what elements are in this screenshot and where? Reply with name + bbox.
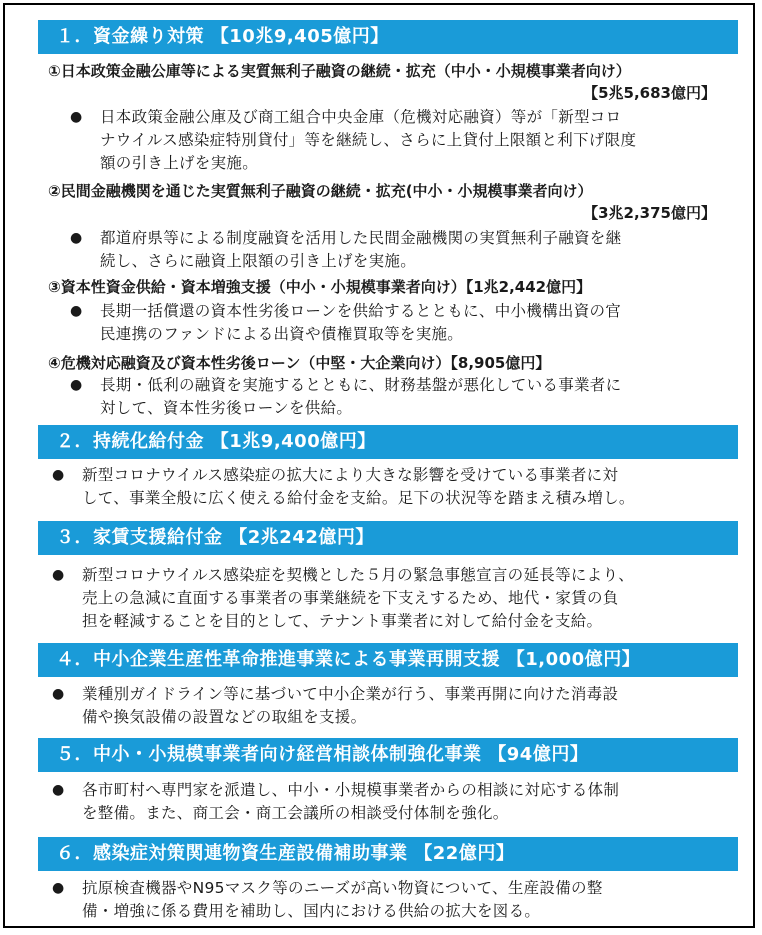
bullet-dot: ●: [70, 109, 83, 125]
bullet-dot: ●: [70, 230, 83, 246]
bullet-dot: ●: [52, 782, 65, 798]
bullet-text: 新型コロナウイルス感染症を契機とした５月の緊急事態宣言の延長等により、 売上の急減に直面する事業者の事業継続を下支えするため、地代・家賃の負 担を軽減することを目的として、テナント事業者に対して給付金を支給。: [82, 566, 635, 630]
bullet-text: 都道府県等による制度融資を活用した民間金融機関の実質無利子融資を継 続し、さらに融資上限額の引き上げを実施。: [100, 229, 622, 270]
bullet-3: [52, 564, 732, 633]
bullet-2: [52, 464, 732, 510]
item-amount-1-2: 【3兆2,375億円】: [583, 204, 716, 222]
section-heading-3: ３．家賃支援給付金 【2兆242億円】: [38, 521, 738, 555]
bullet-text: 長期・低利の融資を実施するとともに、財務基盤が悪化している事業者に 対して、資本性劣後ローンを供給。: [100, 376, 622, 417]
bullet-dot: ●: [52, 567, 65, 583]
bullet-1-1: [70, 106, 720, 175]
item-title-1-1: ①日本政策金融公庫等による実質無利子融資の継続・拡充（中小・小規模事業者向け）: [48, 62, 631, 80]
bullet-dot: ●: [52, 880, 65, 896]
item-amount-1-1: 【5兆5,683億円】: [583, 84, 716, 102]
bullet-dot: ●: [70, 303, 83, 319]
bullet-dot: ●: [70, 377, 83, 393]
bullet-dot: ●: [52, 467, 65, 483]
bullet-text: 長期一括償還の資本性劣後ローンを供給するとともに、中小機構出資の官 民連携のファンドによる出資や債権買取等を実施。: [100, 302, 622, 343]
bullet-1-3: [70, 300, 720, 346]
bullet-4: [52, 683, 732, 729]
bullet-5: [52, 779, 732, 825]
item-title-1-4: ④危機対応融資及び資本性劣後ローン（中堅・大企業向け）【8,905億円】: [48, 354, 551, 372]
bullet-1-2: [70, 227, 720, 273]
bullet-text: 新型コロナウイルス感染症の拡大により大きな影響を受けている事業者に対 して、事業全般に広く使える給付金を支給。足下の状況等を踏まえ積み増し。: [82, 466, 635, 507]
section-heading-6: ６．感染症対策関連物資生産設備補助事業 【22億円】: [38, 837, 738, 871]
bullet-text: 抗原検査機器やN95マスク等のニーズが高い物資について、生産設備の整 備・増強に係る費用を補助し、国内における供給の拡大を図る。: [82, 879, 603, 920]
bullet-1-4: [70, 374, 720, 420]
section-heading-1: １．資金繰り対策 【10兆9,405億円】: [38, 20, 738, 54]
bullet-text: 日本政策金融公庫及び商工組合中央金庫（危機対応融資）等が「新型コロ ナウイルス感染症特別貸付」等を継続し、さらに上貸付上限額と利下げ限度 額の引き上げを実施。: [100, 108, 637, 172]
section-heading-5: ５．中小・小規模事業者向け経営相談体制強化事業 【94億円】: [38, 738, 738, 772]
section-heading-2: ２．持続化給付金 【1兆9,400億円】: [38, 425, 738, 459]
bullet-dot: ●: [52, 686, 65, 702]
bullet-text: 業種別ガイドライン等に基づいて中小企業が行う、事業再開に向けた消毒設 備や換気設備の設置などの取組を支援。: [82, 685, 619, 726]
bullet-6: [52, 877, 732, 923]
item-title-1-3: ③資本性資金供給・資本増強支援（中小・小規模事業者向け）【1兆2,442億円】: [48, 278, 592, 296]
section-heading-4: ４．中小企業生産性革命推進事業による事業再開支援 【1,000億円】: [38, 643, 738, 677]
item-title-1-2: ②民間金融機関を通じた実質無利子融資の継続・拡充(中小・小規模事業者向け）: [48, 182, 593, 200]
bullet-text: 各市町村へ専門家を派遣し、中小・小規模事業者からの相談に対応する体制 を整備。また、商工会・商工会議所の相談受付体制を強化。: [82, 781, 620, 822]
